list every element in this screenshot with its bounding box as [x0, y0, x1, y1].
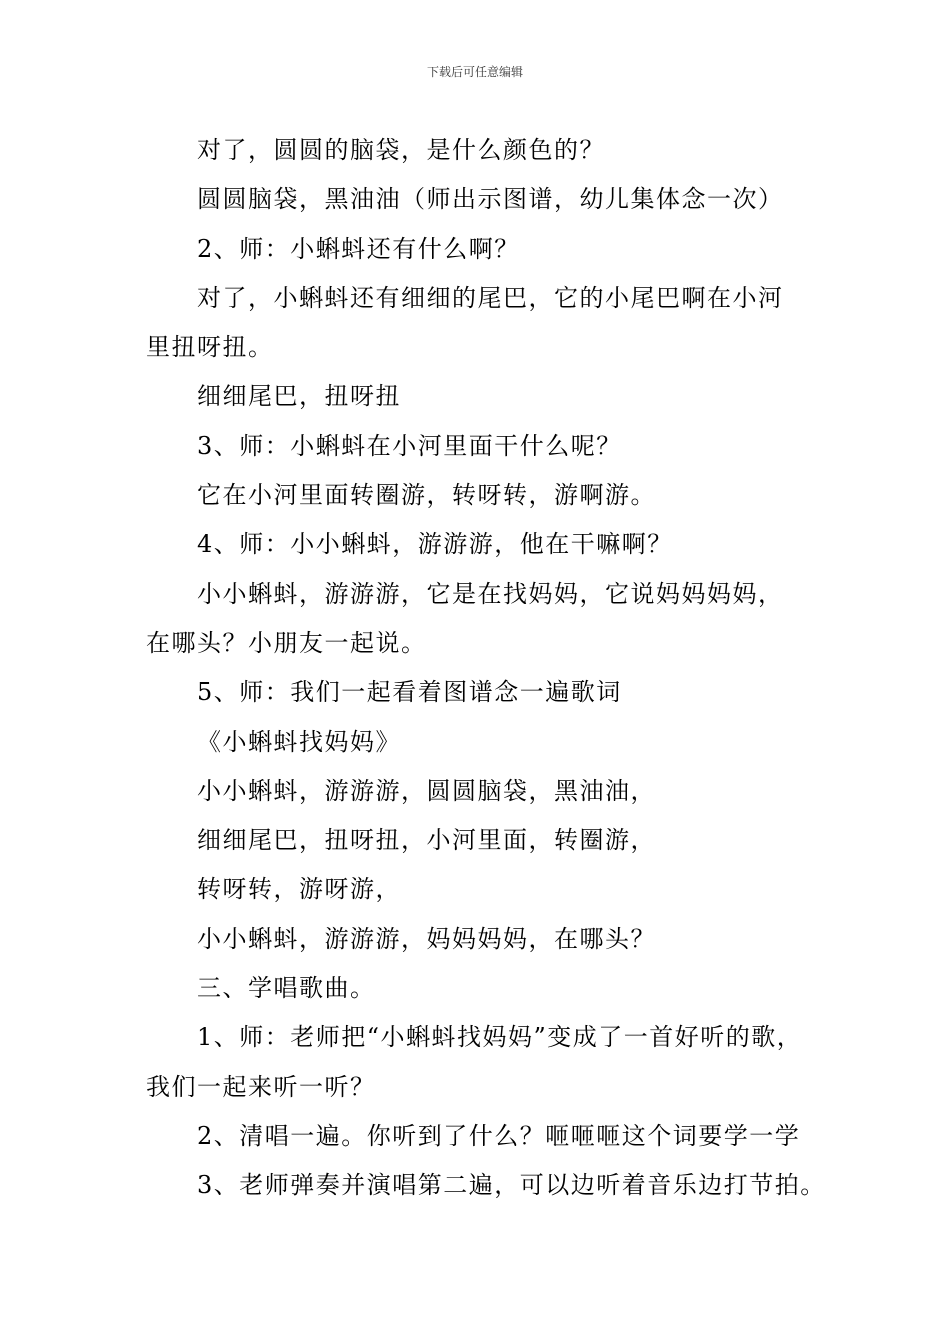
lyric-line: 小小蝌蚪，游游游，圆圆脑袋，黑油油， — [197, 776, 656, 805]
paragraph-line: 3、老师弹奏并演唱第二遍，可以边听着音乐边打节拍。 — [197, 1171, 826, 1200]
lyric-line: 细细尾巴，扭呀扭，小河里面，转圈游， — [197, 826, 656, 855]
document-body — [146, 126, 826, 1211]
paragraph-line: 小小蝌蚪，游游游，它是在找妈妈，它说妈妈妈妈， — [197, 579, 784, 608]
paragraph-line: 对了，圆圆的脑袋，是什么颜色的？ — [197, 136, 605, 164]
paragraph-continuation: 在哪头？小朋友一起说。 — [146, 628, 427, 657]
paragraph-line: 4、师：小小蝌蚪，游游游，他在干嘛啊？ — [197, 530, 673, 559]
page-header: 下载后可任意编辑 — [426, 65, 523, 79]
paragraph-line: 3、师：小蝌蚪在小河里面干什么呢？ — [197, 431, 622, 460]
section-heading: 三、学唱歌曲。 — [197, 974, 376, 1003]
paragraph-line: 细细尾巴，扭呀扭 — [197, 382, 401, 411]
paragraph-line: 5、师：我们一起看着图谱念一遍歌词 — [197, 678, 622, 707]
paragraph-line: 2、清唱一遍。你听到了什么？咂咂咂这个词要学一学 — [197, 1121, 801, 1150]
paragraph-line: 圆圆脑袋，黑油油（师出示图谱，幼儿集体念一次） — [197, 185, 784, 214]
paragraph-continuation: 我们一起来听一听？ — [146, 1072, 376, 1101]
paragraph-line: 它在小河里面转圈游，转呀转，游啊游。 — [197, 481, 656, 510]
lyric-line: 转呀转，游呀游， — [197, 875, 401, 904]
lyric-line: 小小蝌蚪，游游游，妈妈妈妈，在哪头？ — [197, 924, 656, 953]
song-title: 《小蝌蚪找妈妈》 — [197, 727, 401, 756]
paragraph-continuation: 里扭呀扭。 — [146, 333, 274, 362]
paragraph-line: 对了，小蝌蚪还有细细的尾巴，它的小尾巴啊在小河 — [197, 283, 784, 312]
paragraph-line: 1、师：老师把“小蝌蚪找妈妈”变成了一首好听的歌， — [197, 1023, 803, 1052]
paragraph-line: 2、师：小蝌蚪还有什么啊？ — [197, 234, 520, 263]
